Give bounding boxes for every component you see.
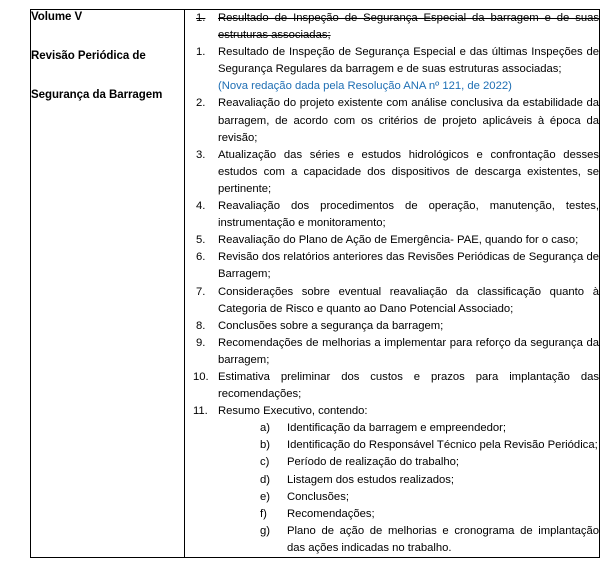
executive-summary-sublist <box>185 420 599 557</box>
list-item-2 <box>185 95 599 146</box>
list-item-3 <box>185 147 599 198</box>
list-marker: 7. <box>196 285 206 298</box>
list-item-4 <box>185 198 599 232</box>
requirements-list <box>185 10 599 420</box>
sublist-marker: b) <box>260 439 271 452</box>
table-row <box>31 10 600 558</box>
sublist-item-b <box>185 437 599 454</box>
list-marker: 1. <box>196 12 206 24</box>
list-marker: 9. <box>196 336 206 349</box>
list-item-text: Atualização das séries e estudos hidrológicos e confrontação desses estudos com a capacidade dos dispositivos de descarga existentes, se pertinente; <box>218 148 599 195</box>
list-item-5 <box>185 232 599 249</box>
sublist-item-text: Listagem dos estudos realizados; <box>287 473 455 486</box>
list-marker: 10. <box>193 370 209 383</box>
list-item-10 <box>185 369 599 403</box>
sublist-item-d <box>185 472 599 489</box>
volume-title-line-3: Segurança da Barragem <box>31 89 163 101</box>
list-item-text: Revisão dos relatórios anteriores das Revisões Periódicas de Segurança de Barragem; <box>218 251 599 281</box>
amendment-note: (Nova redação dada pela Resolução ANA nº 121, de 2022) <box>218 80 512 93</box>
requirements-table <box>30 9 600 558</box>
sublist-marker: a) <box>260 422 271 435</box>
list-item-text: Recomendações de melhorias a implementar para reforço da segurança da barragem; <box>218 336 599 366</box>
content-cell <box>185 10 600 558</box>
sublist-item-text: Conclusões; <box>287 490 349 503</box>
sublist-marker: d) <box>260 473 271 486</box>
volume-title-line-1: Volume V <box>31 11 83 23</box>
sublist-item-f <box>185 506 599 523</box>
sublist-item-g <box>185 523 599 557</box>
list-marker: 2. <box>196 97 206 110</box>
sublist-item-a <box>185 420 599 437</box>
list-item-6 <box>185 249 599 283</box>
list-item-text: Reavaliação dos procedimentos de operação, manutenção, testes, instrumentação e monitoramento; <box>218 200 599 230</box>
list-item-text: Reavaliação do projeto existente com análise conclusiva da estabilidade da barragem, de acordo com os critérios de projeto aplicáveis à época da revisão; <box>218 97 599 144</box>
list-item-1-current <box>185 44 599 95</box>
volume-title-line-2: Revisão Periódica de <box>31 50 146 62</box>
sublist-item-c <box>185 454 599 471</box>
list-item-11 <box>185 403 599 420</box>
sublist-marker: g) <box>260 524 271 537</box>
sublist-marker: f) <box>260 507 267 520</box>
sublist-marker: c) <box>260 456 270 469</box>
list-item-text: Conclusões sobre a segurança da barragem; <box>218 319 444 332</box>
sublist-item-e <box>185 489 599 506</box>
sublist-item-text: Identificação do Responsável Técnico pela Revisão Periódica; <box>287 439 598 452</box>
list-item-text: Resumo Executivo, contendo: <box>218 405 368 418</box>
list-item-1-revoked <box>185 10 599 44</box>
sublist-item-text: Período de realização do trabalho; <box>287 456 460 469</box>
list-item-text: Resultado de Inspeção de Segurança Especial da barragem e de suas estruturas associadas; <box>218 12 599 42</box>
list-marker: 4. <box>196 200 206 213</box>
volume-cell <box>31 10 185 558</box>
sublist-item-text: Identificação da barragem e empreendedor; <box>287 422 506 435</box>
list-item-text: Considerações sobre eventual reavaliação da classificação quanto à Categoria de Risco e quanto ao Dano Potencial Associado; <box>218 285 599 315</box>
list-item-7 <box>185 284 599 318</box>
list-item-text: Reavaliação do Plano de Ação de Emergência- PAE, quando for o caso; <box>218 234 579 247</box>
list-item-9 <box>185 335 599 369</box>
list-marker: 8. <box>196 319 206 332</box>
sublist-item-text: Recomendações; <box>287 507 375 520</box>
list-item-8 <box>185 318 599 335</box>
list-marker: 3. <box>196 148 206 161</box>
list-marker: 5. <box>196 234 206 247</box>
list-item-text: Resultado de Inspeção de Segurança Especial e das últimas Inspeções de Segurança Regulares da barragem e de suas estruturas associadas; <box>218 46 599 76</box>
list-item-text: Estimativa preliminar dos custos e prazos para implantação das recomendações; <box>218 370 599 401</box>
list-marker: 11. <box>193 405 208 418</box>
list-marker: 6. <box>196 251 206 264</box>
sublist-marker: e) <box>260 490 271 503</box>
sublist-item-text: Plano de ação de melhorias e cronograma de implantação das ações indicadas no trabalho. <box>287 524 599 554</box>
list-marker: 1. <box>196 46 206 59</box>
